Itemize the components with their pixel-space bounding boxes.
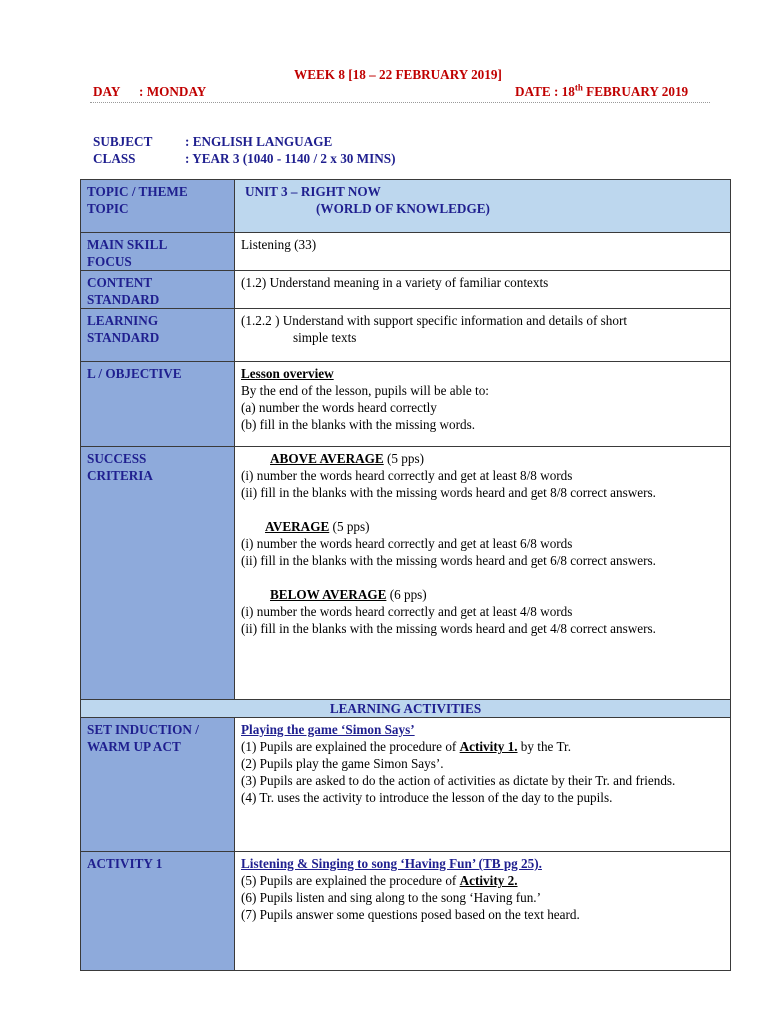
above-average-heading: ABOVE AVERAGE [270,451,384,466]
objective-heading: Lesson overview [241,366,334,381]
label-set-induction [81,718,235,852]
learning-standard-line1: (1.2.2 ) Understand with support specific information and details of short [241,313,628,328]
value-objective [235,362,731,447]
objective-item-b: (b) fill in the blanks with the missing words. [241,417,476,432]
value-success-criteria [235,447,731,700]
subject-value: : ENGLISH LANGUAGE [185,134,333,149]
value-learning-standard [235,309,731,362]
date-prefix: DATE : 18 [515,84,575,99]
label-learning-line2: STANDARD [87,330,160,345]
activity1-heading: Listening & Singing to song ‘Having Fun’ (TB pg 25). [241,856,542,871]
value-content-standard: (1.2) Understand meaning in a variety of familiar contexts [235,271,731,309]
row-success-criteria [81,447,731,700]
average-count: (5 pps) [329,519,370,534]
below-average-heading: BELOW AVERAGE [270,587,387,602]
label-success-criteria [81,447,235,700]
label-set-induction-line2: WARM UP ACT [87,739,181,754]
label-content-line1: CONTENT [87,275,153,290]
set-induction-heading: Playing the game ‘Simon Says’ [241,722,415,737]
below-average-count: (6 pps) [386,587,427,602]
step1-activity: Activity 1. [459,739,518,754]
row-learning-standard [81,309,731,362]
average-item-1: (i) number the words heard correctly and get at least 6/8 words [241,536,573,551]
level-below-title [241,586,724,603]
label-success-line2: CRITERIA [87,468,153,483]
label-learning-line1: LEARNING [87,313,159,328]
day-value: : MONDAY [139,84,207,99]
dotted-divider [90,102,710,103]
set-induction-step-3: (3) Pupils are asked to do the action of activities as dictate by their Tr. and friends. [241,773,676,788]
label-main-skill-line1: MAIN SKILL [87,237,168,252]
row-learning-activities [81,700,731,718]
set-induction-step-2: (2) Pupils play the game Simon Says’. [241,756,444,771]
average-item-2: (ii) fill in the blanks with the missing words heard and get 6/8 correct answers. [241,553,656,568]
label-topic-line1: TOPIC / THEME [87,184,188,199]
set-induction-step-1 [241,738,724,755]
topic-unit: UNIT 3 – RIGHT NOW [245,184,381,199]
value-activity-1 [235,852,731,971]
label-content-line2: STANDARD [87,292,160,307]
row-activity-1 [81,852,731,971]
step1-tail: by the Tr. [517,739,572,754]
class-value: : YEAR 3 (1040 - 1140 / 2 x 30 MINS) [185,151,396,166]
label-success-line1: SUCCESS [87,451,147,466]
row-content-standard [81,271,731,309]
date-suffix: FEBRUARY 2019 [582,84,689,99]
label-learning-standard [81,309,235,362]
level-average-title [241,518,724,535]
below-average-item-1: (i) number the words heard correctly and get at least 4/8 words [241,604,573,619]
date-line [515,83,688,100]
level-above-title [241,450,724,467]
above-average-item-1: (i) number the words heard correctly and get at least 8/8 words [241,468,573,483]
label-topic-line2: TOPIC [87,201,129,216]
label-main-skill [81,233,235,271]
row-objective [81,362,731,447]
activity1-step-5 [241,872,724,889]
label-set-induction-line1: SET INDUCTION / [87,722,199,737]
above-average-count: (5 pps) [383,451,425,466]
label-objective: L / OBJECTIVE [81,362,235,447]
class-label: CLASS [93,151,136,166]
value-main-skill: Listening (33) [235,233,731,271]
date-sup: th [574,82,583,93]
label-main-skill-line2: FOCUS [87,254,132,269]
label-topic [81,180,235,233]
set-induction-step-4: (4) Tr. uses the activity to introduce the lesson of the day to the pupils. [241,790,613,805]
label-activity-1: ACTIVITY 1 [81,852,235,971]
activity1-step-7: (7) Pupils answer some questions posed based on the text heard. [241,907,580,922]
subject-label: SUBJECT [93,134,153,149]
below-average-item-2: (ii) fill in the blanks with the missing words heard and get 4/8 correct answers. [241,621,656,636]
lesson-plan-table [80,179,731,971]
day-label: DAY [93,84,121,99]
row-main-skill [81,233,731,271]
row-set-induction [81,718,731,852]
learning-activities-heading: LEARNING ACTIVITIES [81,700,731,718]
average-heading: AVERAGE [265,519,330,534]
value-topic [235,180,731,233]
topic-theme: (WORLD OF KNOWLEDGE) [316,201,490,216]
step5-text: (5) Pupils are explained the procedure of [241,873,460,888]
objective-intro: By the end of the lesson, pupils will be able to: [241,383,489,398]
value-set-induction [235,718,731,852]
week-title: WEEK 8 [18 – 22 FEBRUARY 2019] [294,67,502,82]
label-content-standard [81,271,235,309]
step1-text: (1) Pupils are explained the procedure of [241,739,460,754]
row-topic [81,180,731,233]
step5-activity: Activity 2. [459,873,518,888]
objective-item-a: (a) number the words heard correctly [241,400,437,415]
above-average-item-2: (ii) fill in the blanks with the missing words heard and get 8/8 correct answers. [241,485,656,500]
learning-standard-line2: simple texts [293,330,357,345]
activity1-step-6: (6) Pupils listen and sing along to the song ‘Having fun.’ [241,890,541,905]
